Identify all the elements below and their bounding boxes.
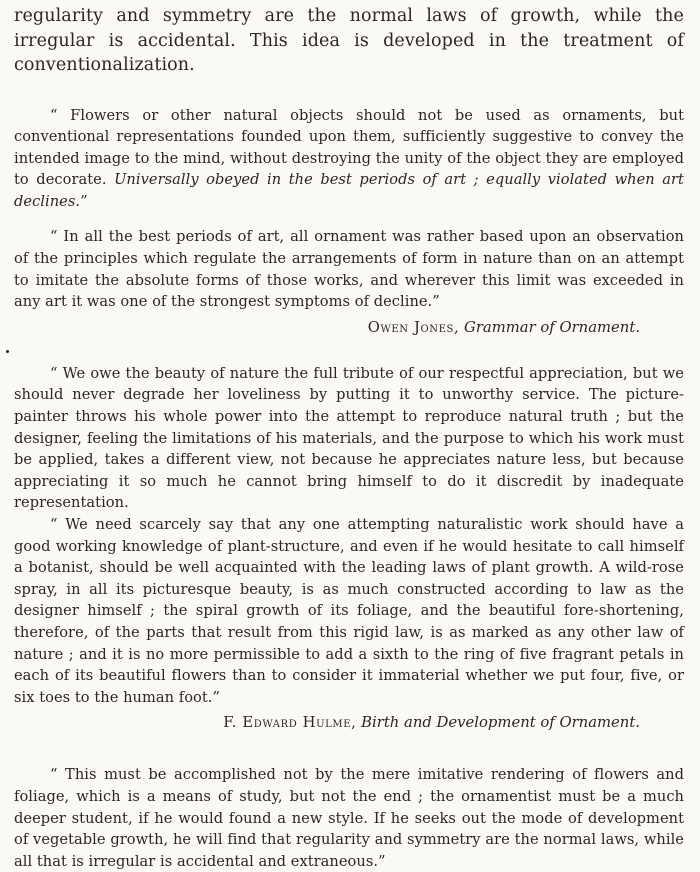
quote-owen-jones-2-text: “ In all the best periods of art, all ornament was rather based upon an observation of the principles which regulate the arrangements of form in nature than on an attempt to imitate the absolute forms of those works, and wherever this limit was exceeded in any art it was one of the strongest symptoms of decline.” bbox=[14, 228, 684, 311]
quote-owen-jones-1-text: “ Flowers or other natural objects should not be used as ornaments, but conventional representations founded upon them, sufficiently suggestive to convey the intended image to the mind, without destroying the unity of the object they are employed to decorate. bbox=[14, 106, 684, 189]
quote-hulme-1 bbox=[14, 363, 684, 514]
quote-closing bbox=[14, 764, 684, 872]
quote-owen-jones-2 bbox=[14, 226, 684, 312]
book-page bbox=[14, 0, 684, 872]
quote-hulme-2-text: “ We need scarcely say that any one attempting naturalistic work should have a good working knowledge of plant-structure, and even if he would hesitate to call himself a botanist, should be well acquainted with the leading laws of plant growth. A wild-rose spray, in all its picturesque beauty, is as much constructed according to law as the designer himself ; the spiral growth of its foliage, and the beautiful fore-shortening, therefore, of the parts that result from this rigid law, is as marked as any other law of nature ; and it is no more permissible to add a sixth to the ring of five fragrant petals in each of its beautiful flowers than to consider it immaterial whether we put four, five, or six toes to the human foot.” bbox=[14, 516, 684, 706]
stray-print-mark bbox=[6, 350, 9, 353]
attribution-hulme bbox=[14, 712, 684, 734]
attribution-owen-jones bbox=[14, 317, 684, 339]
quote-owen-jones-1 bbox=[14, 105, 684, 213]
quote-hulme-2 bbox=[14, 514, 684, 708]
attribution-owen-jones-work: Grammar of Ornament. bbox=[464, 318, 640, 336]
attribution-hulme-work: Birth and Development of Ornament. bbox=[361, 714, 640, 732]
attribution-hulme-author: F. Edward Hulme, bbox=[223, 714, 357, 732]
quote-hulme-1-text: “ We owe the beauty of nature the full tribute of our respectful appreciation, but we should never degrade her loveliness by putting it to unworthy service. The picture-painter throws his whole power into the attempt to reproduce natural truth ; but the designer, feeling the limitations of his materials, and the purpose to which his work must be applied, takes a different view, not because he appreciates nature less, but because appreciating it so much he cannot bring himself to do it discredit by inadequate representation. bbox=[14, 364, 684, 512]
quote-owen-jones-1-italic: Universally obeyed in the best periods of art ; equally violated when art declines. bbox=[14, 171, 684, 210]
intro-paragraph: regularity and symmetry are the normal laws of growth, while the irregular is accidental. This idea is developed in the treatment of conventionalization. bbox=[14, 6, 684, 75]
attribution-owen-jones-author: Owen Jones, bbox=[367, 318, 460, 336]
quote-owen-jones-1-close: ” bbox=[80, 192, 88, 210]
quote-closing-text: “ This must be accomplished not by the mere imitative rendering of flowers and foliage, which is a means of study, but not the end ; the ornamentist must be a much deeper student, if he would found a new style. If he seeks out the mode of development of vegetable growth, he will find that regularity and symmetry are the normal laws, while all that is irregular is accidental and extraneous.” bbox=[14, 766, 684, 870]
